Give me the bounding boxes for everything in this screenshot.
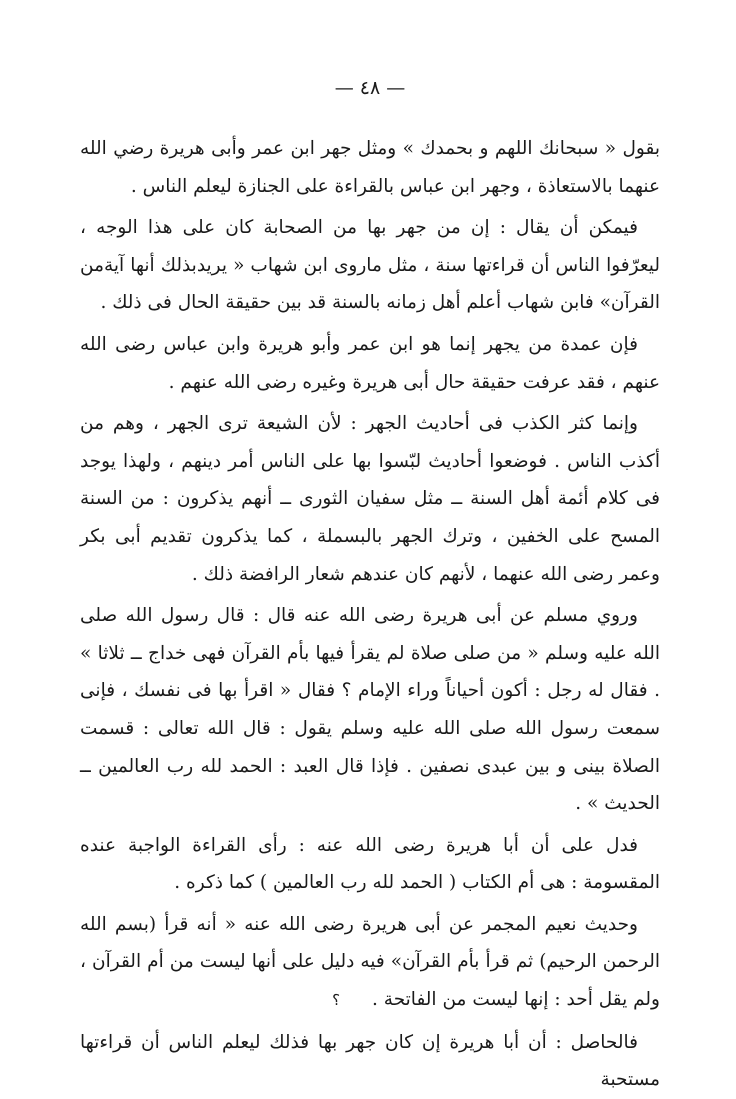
paragraph-1: بقول « سبحانك اللهم و بحمدك » ومثل جهر ابن عمر وأبى هريرة رضي الله عنهما بالاستعاذة ، وجهر ابن عباس بالقراءة على الجنازة ليعلم الناس .	[80, 138, 660, 197]
paragraph-6: فدل على أن أبا هريرة رضى الله عنه : رأى القراءة الواجبة عنده المقسومة : هى أم الكتاب ( الحمد لله رب العالمين ) كما ذكره .	[80, 834, 660, 894]
paragraph-4: وإنما كثر الكذب فى أحاديث الجهر : لأن الشيعة ترى الجهر ، وهم من أكذب الناس . فوضعوا أحاديث لبّسوا بها على الناس أمر دينهم ، ولهذا يوجد فى كلام أئمة أهل السنة ــ مثل سفيان الثورى ــ أنهم يذكرون : من السنة المسح على الخفين ، وترك الجهر بالبسملة ، كما يذكرون تقديم أبى بكر وعمر رضى الله عنهما ، لأنهم كان عندهم شعار الرافضة ذلك .	[80, 413, 660, 585]
paragraph-7-text: وحديث نعيم المجمر عن أبى هريرة رضى الله عنه « أنه قرأ (بسم الله الرحمن الرحيم) ثم قرأ بأم القرآن» فيه دليل على أنها ليست من أم القرآن ، ولم يقل أحد : إنها ليست من الفاتحة .	[80, 913, 660, 1011]
paragraph-7	[80, 906, 660, 1020]
page-number: — ٤٨ —	[334, 77, 406, 99]
paragraph-8: فالحاصل : أن أبا هريرة إن كان جهر بها فذلك ليعلم الناس أن قراءتها مستحبة	[80, 1031, 660, 1091]
paragraph-3: فإن عمدة من يجهر إنما هو ابن عمر وأبو هريرة وابن عباس رضى الله عنهم ، فقد عرفت حقيقة حال أبى هريرة وغيره رضى الله عنهم .	[80, 333, 660, 393]
paragraph-2: فيمكن أن يقال : إن من جهر بها من الصحابة كان على هذا الوجه ، ليعرّفوا الناس أن قراءتها سنة ، مثل ماروى ابن شهاب « يريدبذلك أنها آيةمن القرآن» فابن شهاب أعلم أهل زمانه بالسنة قد بين حقيقة الحال فى ذلك .	[80, 217, 660, 314]
footnote-mark: ؟	[332, 991, 341, 1010]
paragraph-5: وروي مسلم عن أبى هريرة رضى الله عنه قال : قال رسول الله صلى الله عليه وسلم « من صلى صلاة لم يقرأ فيها بأم القرآن فهى خداج ــ ثلاثا » . فقال له رجل : أكون أحياناً وراء الإمام ؟ فقال « اقرأ بها فى نفسك ، فإنى سمعت رسول الله صلى الله عليه وسلم يقول : قال الله تعالى : قسمت الصلاة بينى و بين عبدى نصفين . فإذا قال العبد : الحمد لله رب العالمين ــ الحديث » .	[80, 605, 660, 815]
